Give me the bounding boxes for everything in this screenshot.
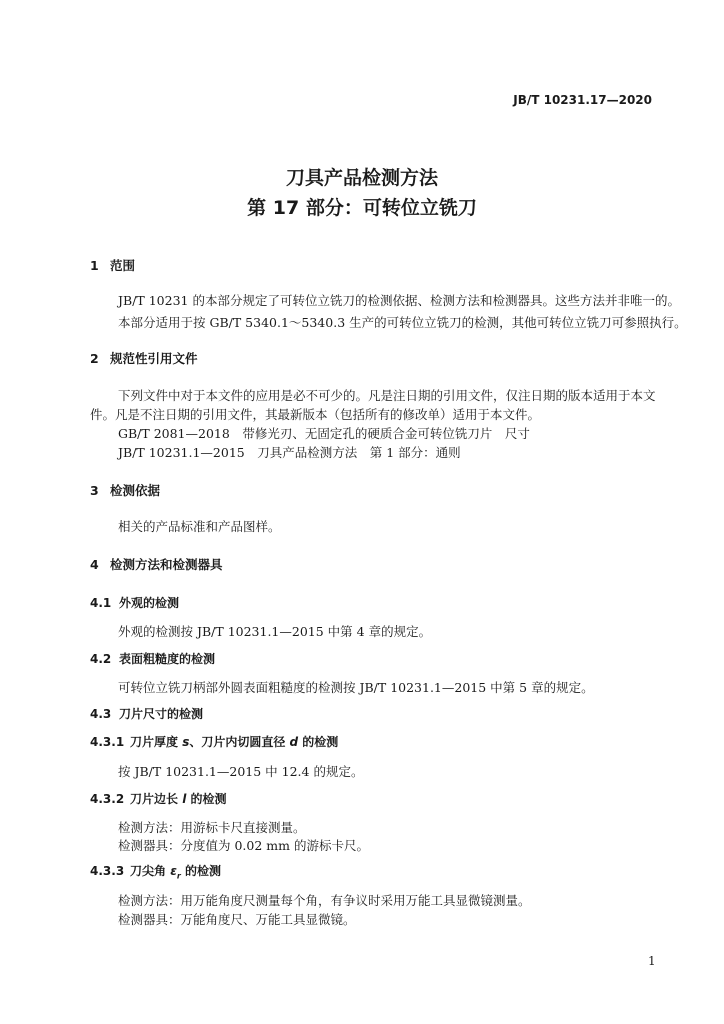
symbol-subscript: r [176,871,181,881]
standard-number: JB/T 10231.17—2020 [513,93,652,107]
section-title: 范围 [110,258,136,273]
subsection-number: 4.3.2 [90,792,125,806]
subsection-number: 4.3.3 [90,864,125,878]
reference-item: GB/T 2081—2018 带修光刃、无固定孔的硬质合金可转位铣刀片 尺寸 [118,426,530,441]
heading-text: 、刀片内切圆直径 [189,735,290,749]
subsection-number: 4.3 [90,707,112,721]
paragraph: JB/T 10231 的本部分规定了可转位立铣刀的检测依据、检测方法和检测器具。这些方法并非唯一的。 [118,293,680,308]
subsection-number: 4.1 [90,596,112,610]
heading-text: 刀尖角 [130,864,171,878]
heading-text: 的检测 [186,792,227,806]
document-title: 刀具产品检测方法 [285,167,438,189]
heading-text: 刀片厚度 [130,735,183,749]
paragraph: 检测方法：用万能角度尺测量每个角，有争议时采用万能工具显微镜测量。 [118,893,531,908]
reference-item: JB/T 10231.1—2015 刀具产品检测方法 第 1 部分：通则 [118,445,461,460]
heading-text: 刀片边长 [130,792,183,806]
symbol-d: d [289,735,299,749]
section-3-heading [90,481,160,499]
subsection-number: 4.3.1 [90,735,125,749]
section-2-heading [90,349,198,367]
symbol-l: l [182,792,187,806]
subsection-number: 4.2 [90,652,112,666]
paragraph: 检测器具：分度值为 0.02 mm 的游标卡尺。 [118,838,369,853]
section-1-heading [90,256,135,274]
paragraph: 本部分适用于按 GB/T 5340.1～5340.3 生产的可转位立铣刀的检测，其他可转位立铣刀可参照执行。 [118,315,687,330]
paragraph: 可转位立铣刀柄部外圆表面粗糙度的检测按 JB/T 10231.1—2015 中第 5 章的规定。 [118,680,594,695]
paragraph: 相关的产品标准和产品图样。 [118,519,281,534]
paragraph: 外观的检测按 JB/T 10231.1—2015 中第 4 章的规定。 [118,624,432,639]
page-number: 1 [648,954,656,968]
symbol-s: s [182,735,190,749]
paragraph: 检测器具：万能角度尺、万能工具显微镜。 [118,912,356,927]
section-number: 4 [90,557,99,572]
subsection-4-1-heading [90,594,179,611]
subsection-title: 刀片尺寸的检测 [119,707,204,721]
symbol-epsilon: ε [170,864,177,878]
section-number: 2 [90,351,99,366]
section-title: 检测依据 [110,483,161,498]
paragraph: 下列文件中对于本文件的应用是必不可少的。凡是注日期的引用文件，仅注日期的版本适用于本文 [118,388,656,403]
subsection-title: 外观的检测 [119,596,180,610]
subsection-4-3-3-heading [90,862,221,880]
section-title: 检测方法和检测器具 [110,557,223,572]
section-number: 1 [90,258,99,273]
heading-text: 的检测 [180,864,222,878]
subsection-4-3-heading [90,705,203,722]
subsection-4-3-1-heading [90,733,338,750]
paragraph: 按 JB/T 10231.1—2015 中 12.4 的规定。 [118,764,364,779]
paragraph: 检测方法：用游标卡尺直接测量。 [118,820,306,835]
subsection-4-2-heading [90,650,215,667]
section-number: 3 [90,483,99,498]
subsection-4-3-2-heading [90,790,227,807]
section-4-heading [90,555,223,573]
section-title: 规范性引用文件 [110,351,198,366]
heading-text: 的检测 [298,735,339,749]
paragraph: 件。凡是不注日期的引用文件，其最新版本（包括所有的修改单）适用于本文件。 [90,407,541,422]
subsection-title: 表面粗糙度的检测 [119,652,216,666]
document-subtitle: 第 17 部分：可转位立铣刀 [247,197,477,219]
